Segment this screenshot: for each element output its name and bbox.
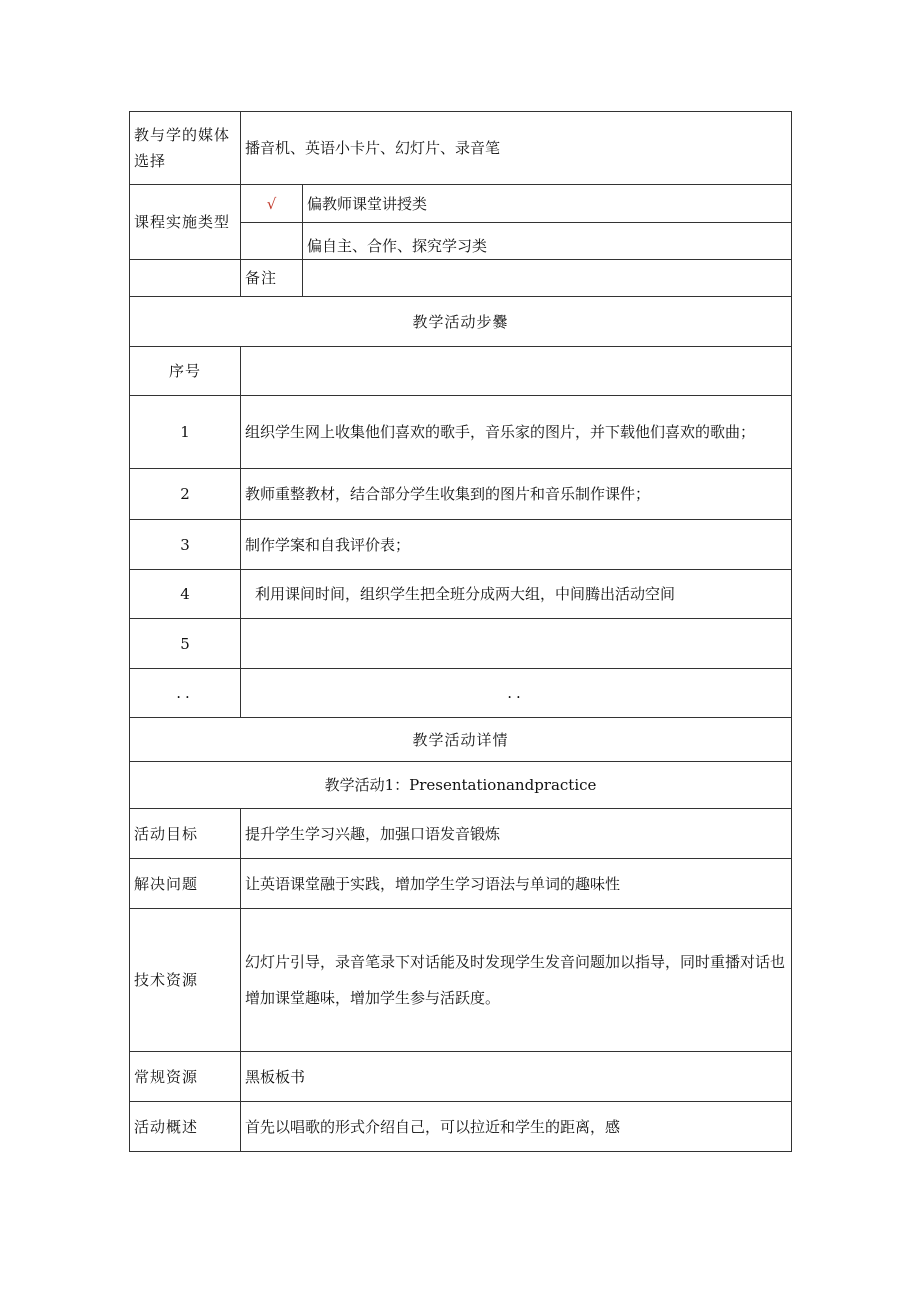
- details-heading: 教学活动详情: [130, 718, 792, 762]
- detail-value: 幻灯片引导，录音笔录下对话能及时发现学生发音问题加以指导，同时重播对话也增加课堂趣味，增加学生参与活跃度。: [241, 909, 792, 1052]
- remark-spacer: [130, 260, 241, 297]
- checkmark-icon: √: [241, 185, 303, 223]
- steps-heading-row: [130, 297, 792, 347]
- course-type-option-1: 偏教师课堂讲授类: [303, 185, 792, 223]
- step-text: 利用课间时间，组织学生把全班分成两大组，中间腾出活动空间: [241, 570, 792, 619]
- detail-value: 提升学生学习兴趣，加强口语发音锻炼: [241, 809, 792, 859]
- seq-header: 序号: [130, 347, 241, 396]
- course-type-row-1: [130, 185, 792, 223]
- step-row: [130, 520, 792, 570]
- detail-label: 活动概述: [130, 1102, 241, 1152]
- step-text: 组织学生网上收集他们喜欢的歌手，音乐家的图片，并下载他们喜欢的歌曲；: [241, 396, 792, 469]
- detail-row: [130, 859, 792, 909]
- course-type-mark-2: [241, 223, 303, 260]
- step-row: [130, 669, 792, 718]
- step-text: [241, 619, 792, 669]
- step-row: [130, 619, 792, 669]
- step-seq: 4: [130, 570, 241, 619]
- step-text: ..: [241, 669, 792, 718]
- steps-heading: 教学活动步爨: [130, 297, 792, 347]
- detail-value: 首先以唱歌的形式介绍自己，可以拉近和学生的距离，感: [241, 1102, 792, 1152]
- step-seq: 1: [130, 396, 241, 469]
- step-seq: 2: [130, 469, 241, 520]
- detail-value: 让英语课堂融于实践，增加学生学习语法与单词的趣味性: [241, 859, 792, 909]
- detail-label: 常规资源: [130, 1052, 241, 1102]
- remark-value: [303, 260, 792, 297]
- remark-label: 备注: [241, 260, 303, 297]
- step-seq: 3: [130, 520, 241, 570]
- media-row: [130, 112, 792, 185]
- detail-row: [130, 909, 792, 1052]
- step-row: [130, 469, 792, 520]
- media-value: 播音机、英语小卡片、幻灯片、录音笔: [241, 112, 792, 185]
- step-row: [130, 570, 792, 619]
- remark-row: [130, 260, 792, 297]
- media-label: 教与学的媒体选择: [130, 112, 241, 185]
- detail-label: 活动目标: [130, 809, 241, 859]
- step-seq: 5: [130, 619, 241, 669]
- detail-value: 黑板板书: [241, 1052, 792, 1102]
- activity-title-row: [130, 762, 792, 809]
- detail-row: [130, 1052, 792, 1102]
- detail-label: 解决问题: [130, 859, 241, 909]
- details-heading-row: [130, 718, 792, 762]
- course-type-label: 课程实施类型: [130, 185, 241, 260]
- steps-header-row: [130, 347, 792, 396]
- step-text: 教师重整教材，结合部分学生收集到的图片和音乐制作课件；: [241, 469, 792, 520]
- course-type-option-2: 偏自主、合作、探究学习类: [303, 223, 792, 260]
- step-seq: ..: [130, 669, 241, 718]
- detail-row: [130, 809, 792, 859]
- step-row: [130, 396, 792, 469]
- detail-row: [130, 1102, 792, 1152]
- content-header: [241, 347, 792, 396]
- step-text: 制作学案和自我评价表；: [241, 520, 792, 570]
- detail-label: 技术资源: [130, 909, 241, 1052]
- activity-title: 教学活动1：Presentationandpractice: [130, 762, 792, 809]
- lesson-plan-table: [129, 111, 792, 1152]
